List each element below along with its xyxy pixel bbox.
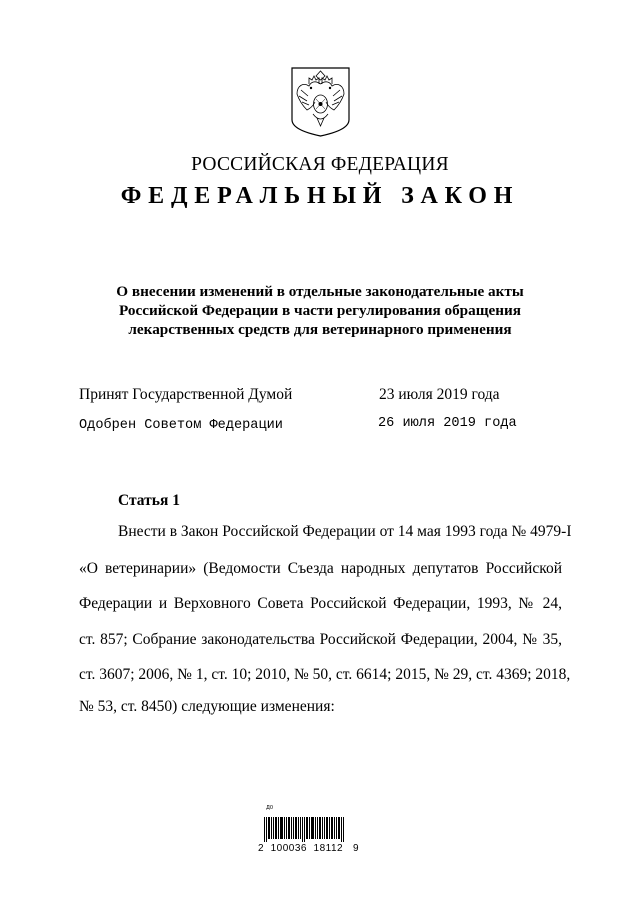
article-heading: Статья 1 bbox=[118, 492, 180, 509]
document-type-heading: ФЕДЕРАЛЬНЫЙ ЗАКОН bbox=[120, 183, 520, 209]
barcode-icon bbox=[264, 817, 344, 842]
russian-coat-of-arms-icon bbox=[289, 66, 352, 138]
article-text-line: № 53, ст. 8450) следующие изменения: bbox=[79, 698, 335, 715]
article-text-line: ст. 857; Собрание законодательства Российской Федерации, 2004, № 35, bbox=[79, 631, 562, 648]
law-title-line: лекарственных средств для ветеринарного применения bbox=[128, 321, 512, 338]
country-heading: РОССИЙСКАЯ ФЕДЕРАЦИЯ bbox=[191, 154, 449, 175]
adopted-by-duma-label: Принят Государственной Думой bbox=[79, 386, 293, 403]
law-title-line: О внесении изменений в отдельные законодательные акты bbox=[116, 283, 524, 300]
article-text-line: Федерации и Верховного Совета Российской Федерации, 1993, № 24, bbox=[79, 595, 562, 612]
barcode-number: 2 100036 18112 9 bbox=[258, 843, 360, 854]
barcode-caption: Д0 bbox=[266, 805, 274, 811]
article-text-line: «О ветеринарии» (Ведомости Съезда народных депутатов Российской bbox=[79, 560, 562, 577]
law-title-line: Российской Федерации в части регулирования обращения bbox=[119, 302, 521, 319]
law-title bbox=[0, 282, 640, 339]
adopted-date: 23 июля 2019 года bbox=[379, 386, 500, 403]
approved-date: 26 июля 2019 года bbox=[378, 416, 517, 431]
article-text-line: ст. 3607; 2006, № 1, ст. 10; 2010, № 50, ст. 6614; 2015, № 29, ст. 4369; 2018, bbox=[79, 666, 571, 683]
article-text-line: Внести в Закон Российской Федерации от 14 мая 1993 года № 4979-I bbox=[118, 523, 572, 540]
approved-by-council-label: Одобрен Советом Федерации bbox=[79, 418, 283, 433]
